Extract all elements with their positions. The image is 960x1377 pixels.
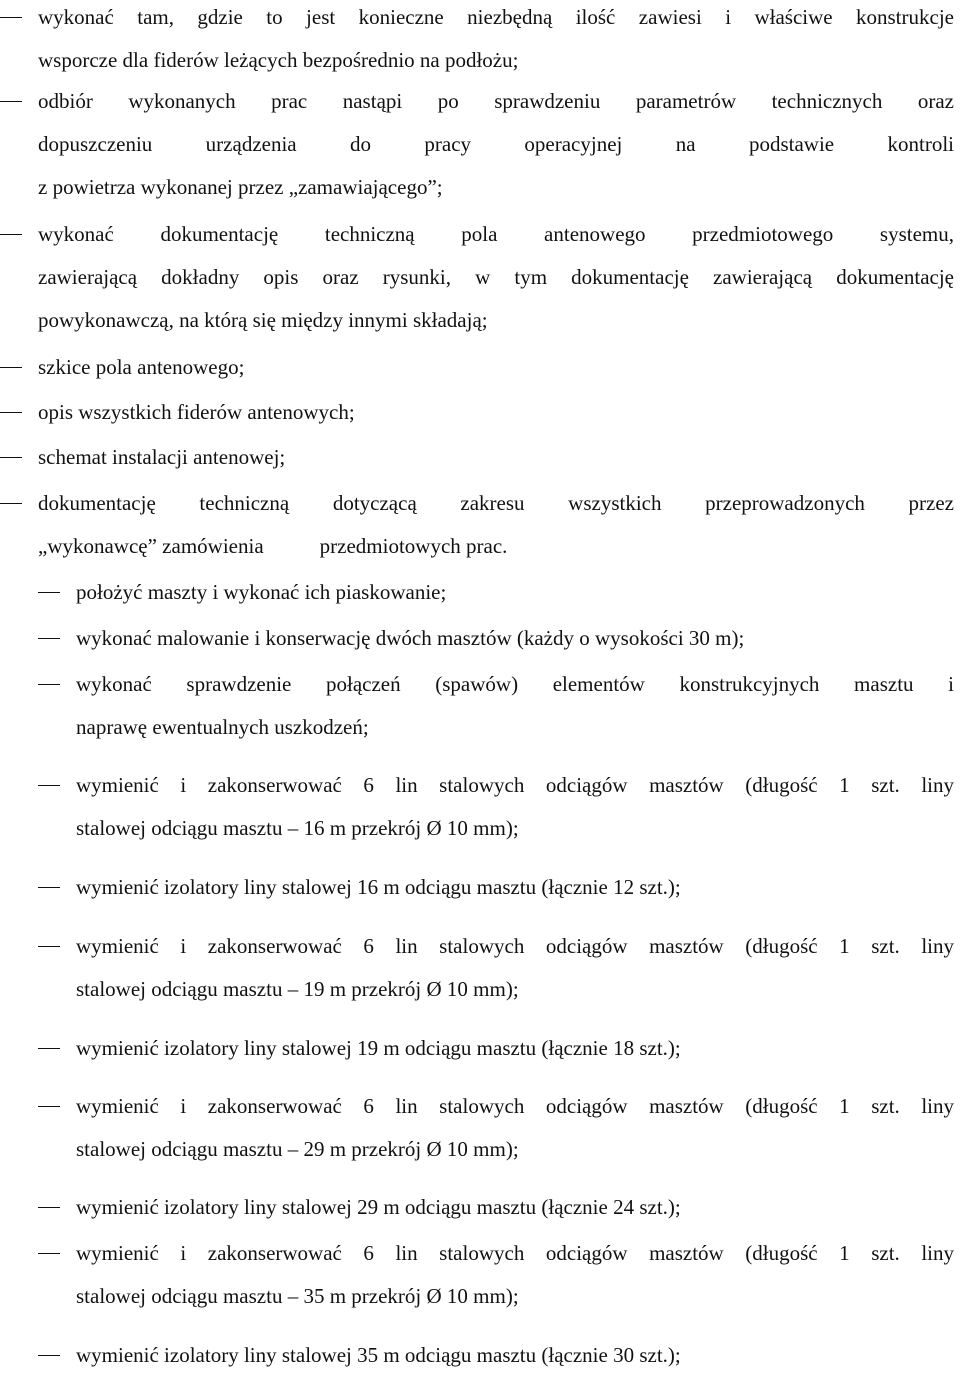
text-line: powykonawczą, na którą się między innymi składają; — [38, 308, 488, 332]
dash-bullet — [0, 346, 22, 389]
dash-bullet — [0, 482, 22, 525]
text-segment: przedmiotowych prac. — [319, 534, 508, 558]
text-line: odbiór wykonanych prac nastąpi po sprawdzeniu parametrów technicznych oraz — [38, 89, 954, 113]
dash-bullet — [38, 1027, 60, 1070]
text-line: z powietrza wykonanej przez „zamawiającego”; — [38, 175, 443, 199]
text-line: wykonać tam, gdzie to jest konieczne niezbędną ilość zawiesi i właściwe konstrukcje — [38, 5, 954, 29]
dash-bullet — [38, 1085, 60, 1128]
dash-bullet — [38, 617, 60, 660]
dash-bullet — [38, 1334, 60, 1377]
text-line: dokumentację techniczną dotyczącą zakresu wszystkich przeprowadzonych przez — [38, 491, 954, 515]
text-line: opis wszystkich fiderów antenowych; — [38, 400, 355, 424]
dash-bullet — [38, 571, 60, 614]
text-line: wymienić izolatory liny stalowej 16 m odciągu masztu (łącznie 12 szt.); — [76, 875, 681, 899]
text-line: szkice pola antenowego; — [38, 355, 245, 379]
dash-bullet — [38, 925, 60, 968]
text-line: stalowej odciągu masztu – 29 m przekrój Ø 10 mm); — [76, 1137, 519, 1161]
dash-bullet — [0, 80, 22, 123]
text-line: zawierającą dokładny opis oraz rysunki, w tym dokumentację zawierającą dokumentację — [38, 265, 954, 289]
text-line: stalowej odciągu masztu – 35 m przekrój Ø 10 mm); — [76, 1284, 519, 1308]
text-line: wykonać dokumentację techniczną pola antenowego przedmiotowego systemu, — [38, 222, 954, 246]
text-line: wykonać malowanie i konserwację dwóch masztów (każdy o wysokości 30 m); — [76, 626, 745, 650]
text-line: wymienić izolatory liny stalowej 35 m odciągu masztu (łącznie 30 szt.); — [76, 1343, 681, 1367]
dash-bullet — [38, 1186, 60, 1229]
text-line: dopuszczeniu urządzenia do pracy operacyjnej na podstawie kontroli — [38, 132, 954, 156]
text-line: wsporcze dla fiderów leżących bezpośrednio na podłożu; — [38, 48, 519, 72]
text-line: wymienić i zakonserwować 6 lin stalowych odciągów masztów (długość 1 szt. liny — [76, 1094, 954, 1118]
text-line: wykonać sprawdzenie połączeń (spawów) elementów konstrukcyjnych masztu i — [76, 672, 954, 696]
text-line: wymienić i zakonserwować 6 lin stalowych odciągów masztów (długość 1 szt. liny — [76, 934, 954, 958]
text-line: wymienić i zakonserwować 6 lin stalowych odciągów masztów (długość 1 szt. liny — [76, 773, 954, 797]
dash-bullet — [38, 764, 60, 807]
text-line: naprawę ewentualnych uszkodzeń; — [76, 715, 369, 739]
text-line: schemat instalacji antenowej; — [38, 445, 286, 469]
text-line: wymienić izolatory liny stalowej 29 m odciągu masztu (łącznie 24 szt.); — [76, 1195, 681, 1219]
dash-bullet — [0, 436, 22, 479]
dash-bullet — [0, 213, 22, 256]
text-line: położyć maszty i wykonać ich piaskowanie; — [76, 580, 447, 604]
text-line: stalowej odciągu masztu – 19 m przekrój Ø 10 mm); — [76, 977, 519, 1001]
dash-bullet — [0, 0, 22, 39]
text-line — [38, 525, 954, 568]
text-line: wymienić i zakonserwować 6 lin stalowych odciągów masztów (długość 1 szt. liny — [76, 1241, 954, 1265]
dash-bullet — [38, 866, 60, 909]
text-segment: „wykonawcę” zamówienia — [38, 534, 264, 558]
dash-bullet — [38, 1232, 60, 1275]
dash-bullet — [38, 663, 60, 706]
text-line: stalowej odciągu masztu – 16 m przekrój Ø 10 mm); — [76, 816, 519, 840]
dash-bullet — [0, 391, 22, 434]
text-line: wymienić izolatory liny stalowej 19 m odciągu masztu (łącznie 18 szt.); — [76, 1036, 681, 1060]
